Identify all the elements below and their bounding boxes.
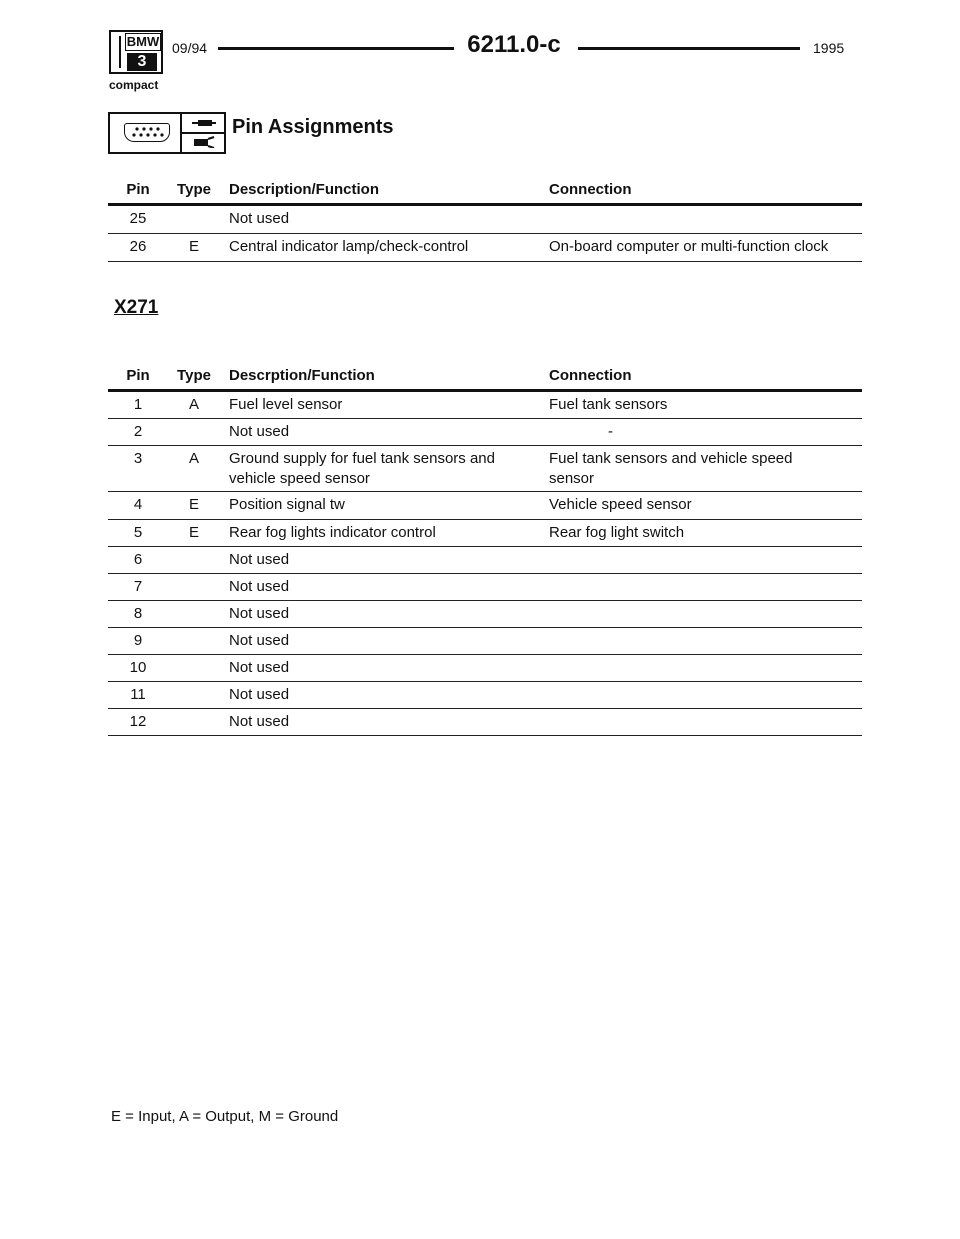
pin-table-x271	[108, 364, 862, 736]
table-row	[108, 547, 862, 574]
table-header	[108, 178, 862, 206]
table-row	[108, 446, 862, 492]
table-row	[108, 492, 862, 520]
pin-connection: -	[608, 423, 613, 440]
pin-description: Rear fog lights indicator control	[229, 524, 436, 541]
doc-number: 6211.0-c	[467, 31, 561, 58]
pin-type: A	[188, 396, 199, 413]
pin-description: Not used	[229, 686, 290, 703]
col-type: Type	[177, 181, 211, 198]
table-row	[108, 709, 862, 736]
col-connection: Connection	[549, 367, 632, 384]
type-legend: E = Input, A = Output, M = Ground	[111, 1108, 339, 1125]
pin-type: E	[188, 524, 199, 541]
table-row	[108, 419, 862, 446]
connector-name: X271	[114, 297, 159, 318]
pin-description: Position signal tw	[229, 496, 345, 513]
col-description: Descrption/Function	[229, 367, 375, 384]
header-rule-left	[218, 47, 454, 50]
pin-description: Not used	[229, 659, 290, 676]
pin-description: Not used	[229, 551, 290, 568]
header-year: 1995	[813, 40, 845, 56]
pin-type: E	[188, 238, 199, 255]
pin-description: Not used	[229, 632, 290, 649]
col-description: Description/Function	[229, 181, 379, 198]
col-pin: Pin	[126, 367, 150, 384]
pin-number: 11	[130, 686, 146, 703]
pin-description: Not used	[229, 578, 290, 595]
section-title: Pin Assignments	[232, 116, 394, 138]
logo-variant: compact	[109, 78, 159, 92]
pin-description: Not used	[229, 605, 290, 622]
logo-brand: BMW	[126, 34, 160, 49]
connector-icon	[124, 123, 170, 142]
pin-type: A	[188, 450, 199, 467]
pin-connection: Vehicle speed sensor	[549, 496, 692, 513]
pin-connection: On-board computer or multi-function clock	[549, 238, 829, 255]
logo-series: 3	[127, 53, 157, 71]
pin-number: 9	[133, 632, 143, 649]
pin-type: E	[188, 496, 199, 513]
bmw-logo	[109, 30, 163, 74]
table-row	[108, 682, 862, 709]
table-row	[108, 628, 862, 655]
symbol-midline	[182, 132, 224, 134]
pin-description: Not used	[229, 423, 290, 440]
pin-number: 8	[133, 605, 143, 622]
header-rule-right	[578, 47, 800, 50]
pin-number: 3	[133, 450, 143, 467]
table-row	[108, 520, 862, 547]
pin-number: 1	[133, 396, 143, 413]
pin-number: 12	[129, 713, 147, 730]
pin-number: 10	[129, 659, 147, 676]
pin-number: 4	[133, 496, 143, 513]
pin-number: 2	[133, 423, 143, 440]
col-type: Type	[177, 367, 211, 384]
pin-table-top	[108, 178, 862, 262]
table-row	[108, 601, 862, 628]
table-row	[108, 392, 862, 419]
table-row	[108, 234, 862, 262]
pin-description: Not used	[229, 210, 290, 227]
col-pin: Pin	[126, 181, 150, 198]
socket-icon	[190, 136, 218, 148]
pin-description: Central indicator lamp/check-control	[229, 238, 469, 255]
table-row	[108, 655, 862, 682]
table-header	[108, 364, 862, 392]
pin-number: 25	[129, 210, 147, 227]
pin-assignment-symbol	[108, 112, 226, 154]
pin-number: 5	[133, 524, 143, 541]
col-connection: Connection	[549, 181, 632, 198]
pin-number: 6	[133, 551, 143, 568]
logo-bar	[113, 36, 121, 68]
pin-number: 26	[129, 238, 147, 255]
pin-connection: Fuel tank sensors	[549, 396, 668, 413]
pin-description: Not used	[229, 713, 290, 730]
pin-connection: Rear fog light switch	[549, 524, 685, 541]
table-row	[108, 206, 862, 234]
pin-description: Fuel level sensor	[229, 396, 343, 413]
pin-description: Ground supply for fuel tank sensors and vehicle speed sensor	[229, 450, 495, 487]
pin-connection: Fuel tank sensors and vehicle speed sensor	[549, 450, 793, 487]
pin-number: 7	[133, 578, 143, 595]
header-date: 09/94	[172, 40, 208, 56]
plug-icon	[190, 117, 218, 129]
table-row	[108, 574, 862, 601]
